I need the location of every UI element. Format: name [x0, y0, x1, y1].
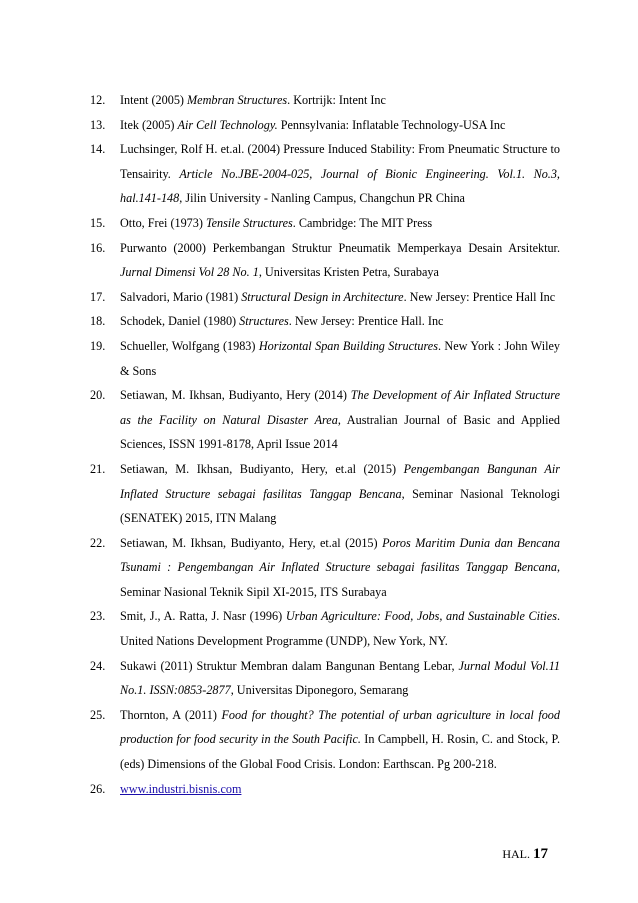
reference-segment: Pennsylvania: Inflatable Technology-USA Inc: [277, 117, 506, 132]
reference-text: [120, 457, 560, 531]
reference-title: Urban Agriculture: Food, Jobs, and Sustainable Cities: [285, 609, 557, 624]
reference-number: 26.: [90, 781, 106, 796]
reference-title: Structures: [239, 314, 289, 329]
reference-segment: . Kortrijk: Intent Inc: [287, 93, 386, 107]
reference-segment: Setiawan, M. Ikhsan, Budiyanto, Hery (2014): [120, 388, 351, 403]
reference-text: [120, 309, 560, 334]
reference-segment: Setiawan, M. Ikhsan, Budiyanto, Hery, et.al (2015): [120, 535, 383, 550]
reference-segment: Itek (2005): [120, 117, 178, 132]
page-footer: [502, 846, 548, 863]
reference-item: [90, 236, 560, 285]
reference-number: 18.: [90, 314, 106, 329]
reference-segment: , Universitas Kristen Petra, Surabaya: [258, 265, 439, 280]
reference-segment: Setiawan, M. Ikhsan, Budiyanto, Hery, et.al (2015): [120, 461, 404, 476]
reference-title: Food for thought? The potential of urban agriculture in local food production for food security in the South Pacific.: [120, 707, 560, 747]
reference-segment: , Jilin University - Nanling Campus, Changchun PR China: [179, 191, 465, 206]
reference-item: [90, 654, 560, 703]
reference-number: 14.: [90, 142, 106, 157]
reference-title: Membran Structures: [187, 93, 288, 107]
reference-number: 20.: [90, 388, 106, 403]
reference-text: [120, 334, 560, 383]
reference-segment: , Seminar Nasional Teknik Sipil XI-2015, ITS Surabaya: [120, 560, 560, 599]
reference-segment: Smit, J., A. Ratta, J. Nasr (1996): [120, 609, 286, 624]
reference-text: [120, 113, 560, 138]
reference-title: Article No.JBE-2004-025, Journal of Bionic Engineering. Vol.1. No.3, hal.141-148: [120, 166, 560, 206]
reference-number: 25.: [90, 707, 106, 722]
reference-segment: Schueller, Wolfgang (1983): [120, 338, 259, 353]
reference-segment: Intent (2005): [120, 93, 188, 107]
reference-segment: . New Jersey: Prentice Hall. Inc: [288, 314, 444, 329]
reference-number: 22.: [90, 535, 106, 550]
reference-segment: In Campbell, H. Rosin, C. and Stock, P. (eds) Dimensions of the Global Food Crisis. London: Earthscan. Pg 200-218.: [120, 732, 561, 772]
reference-segment: . Cambridge: The MIT Press: [292, 215, 433, 230]
reference-number: 19.: [90, 338, 106, 353]
reference-segment: Purwanto (2000) Perkembangan Struktur Pneumatik Memperkaya Desain Arsitektur.: [120, 240, 560, 255]
reference-title: Poros Maritim Dunia dan Bencana Tsunami : Pengembangan Air Inflated Structure sebagai fasilitas Tanggap Bencana: [120, 535, 560, 575]
reference-segment: , Australian Journal of Basic and Applied Sciences, ISSN 1991-8178, April Issue 2014: [120, 412, 560, 452]
reference-number: 16.: [90, 240, 106, 255]
reference-title: Air Cell Technology.: [177, 117, 278, 132]
reference-title: Pengembangan Bangunan Air Inflated Structure sebagai fasilitas Tanggap Bencana: [120, 461, 560, 501]
reference-text: [120, 211, 560, 236]
reference-title: The Development of Air Inflated Structure as the Facility on Natural Disaster Area: [120, 388, 560, 427]
reference-item: [90, 309, 560, 334]
reference-segment: Thornton, A (2011): [120, 707, 222, 722]
reference-title: Jurnal Modul Vol.11 No.1. ISSN:0853-2877: [120, 658, 561, 698]
reference-text: [120, 137, 560, 211]
reference-segment: . United Nations Development Programme (UNDP), New York, NY.: [120, 609, 561, 649]
reference-number: 21.: [90, 461, 106, 476]
reference-item: [90, 285, 560, 310]
reference-text: [120, 383, 560, 457]
reference-segment: , Universitas Diponegoro, Semarang: [230, 683, 409, 698]
reference-item: [90, 383, 560, 457]
reference-item: [90, 777, 560, 802]
reference-title: Horizontal Span Building Structures: [258, 338, 438, 353]
reference-item: [90, 88, 560, 113]
reference-item: [90, 457, 560, 531]
reference-item: [90, 334, 560, 383]
reference-number: 24.: [90, 658, 106, 673]
reference-text: [120, 531, 560, 605]
reference-text: [120, 236, 560, 285]
reference-item: [90, 137, 560, 211]
page-number: 17: [533, 846, 548, 862]
reference-link[interactable]: www.industri.bisnis.com: [120, 781, 242, 796]
reference-segment: Sukawi (2011) Struktur Membran dalam Bangunan Bentang Lebar,: [120, 658, 459, 673]
reference-number: 17.: [90, 289, 106, 304]
reference-text: [120, 654, 560, 703]
reference-segment: Salvadori, Mario (1981): [120, 289, 242, 304]
reference-text: [120, 703, 560, 777]
page-label: HAL.: [502, 847, 530, 861]
reference-title: Tensile Structures: [205, 215, 293, 230]
reference-item: [90, 531, 560, 605]
reference-segment: Luchsinger, Rolf H. et.al. (2004) Pressure Induced Stability: From Pneumatic Structure to Tensairity.: [120, 142, 560, 181]
reference-list: [90, 88, 560, 801]
reference-segment: Schodek, Daniel (1980): [120, 314, 240, 329]
reference-number: 23.: [90, 609, 106, 624]
reference-title: Jurnal Dimensi Vol 28 No. 1: [120, 265, 259, 280]
reference-number: 13.: [90, 117, 106, 132]
reference-text: [120, 285, 560, 310]
reference-text: [120, 604, 560, 653]
reference-segment: . New Jersey: Prentice Hall Inc: [403, 289, 556, 304]
reference-segment: , Seminar Nasional Teknologi (SENATEK) 2015, ITN Malang: [120, 486, 560, 526]
reference-number: 12.: [90, 93, 106, 107]
reference-item: [90, 604, 560, 653]
reference-number: 15.: [90, 215, 106, 230]
reference-item: [90, 113, 560, 138]
reference-segment: Otto, Frei (1973): [120, 215, 206, 230]
reference-item: [90, 211, 560, 236]
reference-title: Structural Design in Architecture: [241, 289, 404, 304]
reference-text: [120, 88, 560, 113]
reference-segment: . New York : John Wiley & Sons: [120, 338, 560, 378]
reference-text: [120, 777, 560, 802]
reference-item: [90, 703, 560, 777]
